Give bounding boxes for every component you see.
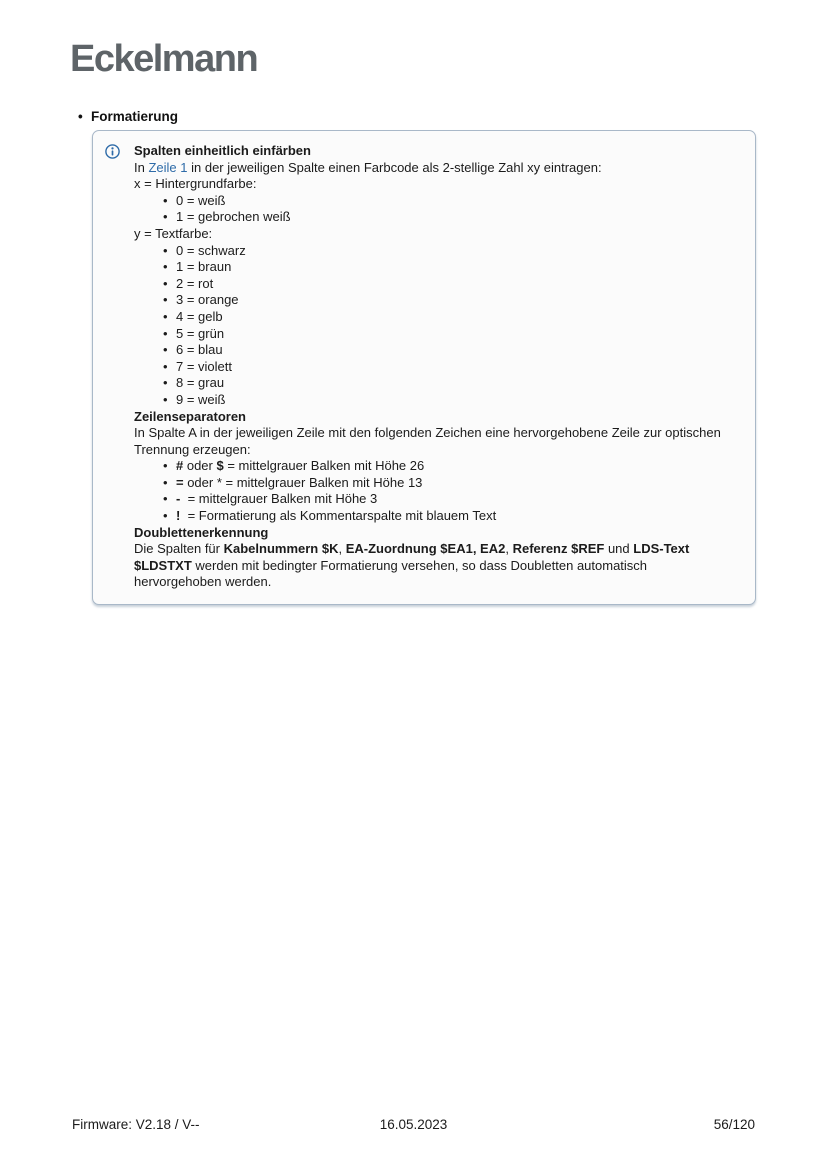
bullet-icon: •	[163, 342, 168, 358]
list-item	[134, 375, 736, 392]
bullet-icon: •	[163, 275, 168, 291]
bullet-icon: •	[163, 308, 168, 324]
text-segment: oder	[183, 458, 217, 474]
list-item	[134, 326, 736, 343]
list-item-text: 0 = weiß	[176, 192, 226, 208]
list-item-text: 7 = violett	[176, 358, 233, 374]
list-hintergrundfarbe	[134, 193, 736, 226]
bullet-icon: •	[163, 325, 168, 341]
text-segment: !	[176, 508, 181, 524]
text-segment: = mittelgrauer Balken mit Höhe 26	[223, 458, 425, 474]
footer-page-number: 56/120	[713, 1117, 755, 1132]
infobox-heading-spalten: Spalten einheitlich einfärben	[134, 143, 311, 158]
list-item-text: 9 = weiß	[176, 391, 226, 407]
bullet-icon: •	[163, 458, 168, 474]
list-item	[134, 491, 736, 508]
list-item-text: 6 = blau	[176, 342, 223, 358]
list-item-text: 5 = grün	[176, 325, 225, 341]
bullet-icon: •	[163, 242, 168, 258]
list-item	[134, 209, 736, 226]
text-segment: =	[176, 474, 184, 490]
text-segment: ,	[338, 541, 346, 557]
bullet-icon: •	[163, 375, 168, 391]
list-item	[134, 292, 736, 309]
text-segment: Kabelnummern $K	[223, 541, 339, 557]
label-textfarbe: y = Textfarbe:	[134, 225, 213, 241]
text-segment: Die Spalten für	[134, 541, 224, 557]
footer-firmware-version: Firmware: V2.18 / V--	[72, 1117, 200, 1132]
text-segment: und	[604, 541, 634, 557]
list-item-text: 8 = grau	[176, 375, 225, 391]
section-heading-label: Formatierung	[91, 109, 179, 124]
section-heading-formatierung	[78, 109, 178, 124]
list-item-text	[176, 475, 422, 492]
list-item	[134, 259, 736, 276]
text-segment: -	[176, 491, 181, 507]
list-item-text: 0 = schwarz	[176, 242, 246, 258]
list-item	[134, 243, 736, 260]
bullet-icon: •	[163, 491, 168, 507]
list-item-text: 3 = orange	[176, 292, 239, 308]
footer-date: 16.05.2023	[379, 1117, 448, 1132]
paragraph-doubletten	[134, 541, 736, 591]
bullet-icon: •	[78, 109, 83, 124]
list-item	[134, 342, 736, 359]
text-segment: ,	[505, 541, 513, 557]
bullet-icon: •	[163, 209, 168, 225]
list-zeilenseparatoren	[134, 458, 736, 524]
list-item-text: 4 = gelb	[176, 308, 223, 324]
list-item	[134, 508, 736, 525]
text-segment: = mittelgrauer Balken mit Höhe 3	[180, 491, 378, 507]
label-hintergrundfarbe: x = Hintergrundfarbe:	[134, 176, 257, 192]
bullet-icon: •	[163, 474, 168, 490]
text-segment: EA-Zuordnung $EA1, EA2	[345, 541, 506, 557]
list-item-text: 1 = braun	[176, 259, 232, 275]
list-item	[134, 309, 736, 326]
text-segment: in der jeweiligen Spalte einen Farbcode als 2-stellige Zahl xy eintragen:	[187, 159, 602, 175]
bullet-icon: •	[163, 391, 168, 407]
paragraph-zeilenseparatoren: In Spalte A in der jeweiligen Zeile mit den folgenden Zeichen eine hervorgehobene Zeile zur optischen Trennung erzeugen:	[134, 425, 721, 457]
paragraph-intro-farbcode	[134, 160, 736, 177]
text-segment: LDS-Text $LDSTXT	[134, 541, 690, 573]
infobox-heading-doubletten: Doublettenerkennung	[134, 524, 269, 540]
brand-logo: Eckelmann	[70, 38, 258, 80]
info-icon	[105, 144, 120, 159]
bullet-icon: •	[163, 358, 168, 374]
bullet-icon: •	[163, 192, 168, 208]
info-callout-box	[92, 130, 756, 605]
list-item-text: 1 = gebrochen weiß	[176, 209, 291, 225]
inline-link[interactable]: Zeile 1	[148, 159, 188, 175]
text-segment: In	[134, 159, 149, 175]
text-segment: Referenz $REF	[512, 541, 605, 557]
text-segment: $	[216, 458, 224, 474]
list-item-text: 2 = rot	[176, 275, 214, 291]
info-box-content	[134, 143, 736, 591]
list-item-text	[176, 458, 424, 475]
list-item	[134, 276, 736, 293]
list-item-text	[176, 491, 377, 508]
bullet-icon: •	[163, 259, 168, 275]
bullet-icon: •	[163, 508, 168, 524]
text-segment: #	[176, 458, 184, 474]
bullet-icon: •	[163, 292, 168, 308]
list-item-text	[176, 508, 496, 525]
list-item	[134, 475, 736, 492]
text-segment: werden mit bedingter Formatierung versehen, so dass Doubletten automatisch hervorgehoben werden.	[134, 557, 648, 590]
text-segment: oder * = mittelgrauer Balken mit Höhe 13	[183, 474, 423, 490]
infobox-heading-zeilenseparatoren: Zeilenseparatoren	[134, 408, 246, 424]
list-item	[134, 359, 736, 376]
list-textfarbe	[134, 243, 736, 409]
list-item	[134, 193, 736, 210]
list-item	[134, 458, 736, 475]
text-segment: = Formatierung als Kommentarspalte mit blauem Text	[180, 508, 497, 524]
list-item	[134, 392, 736, 409]
